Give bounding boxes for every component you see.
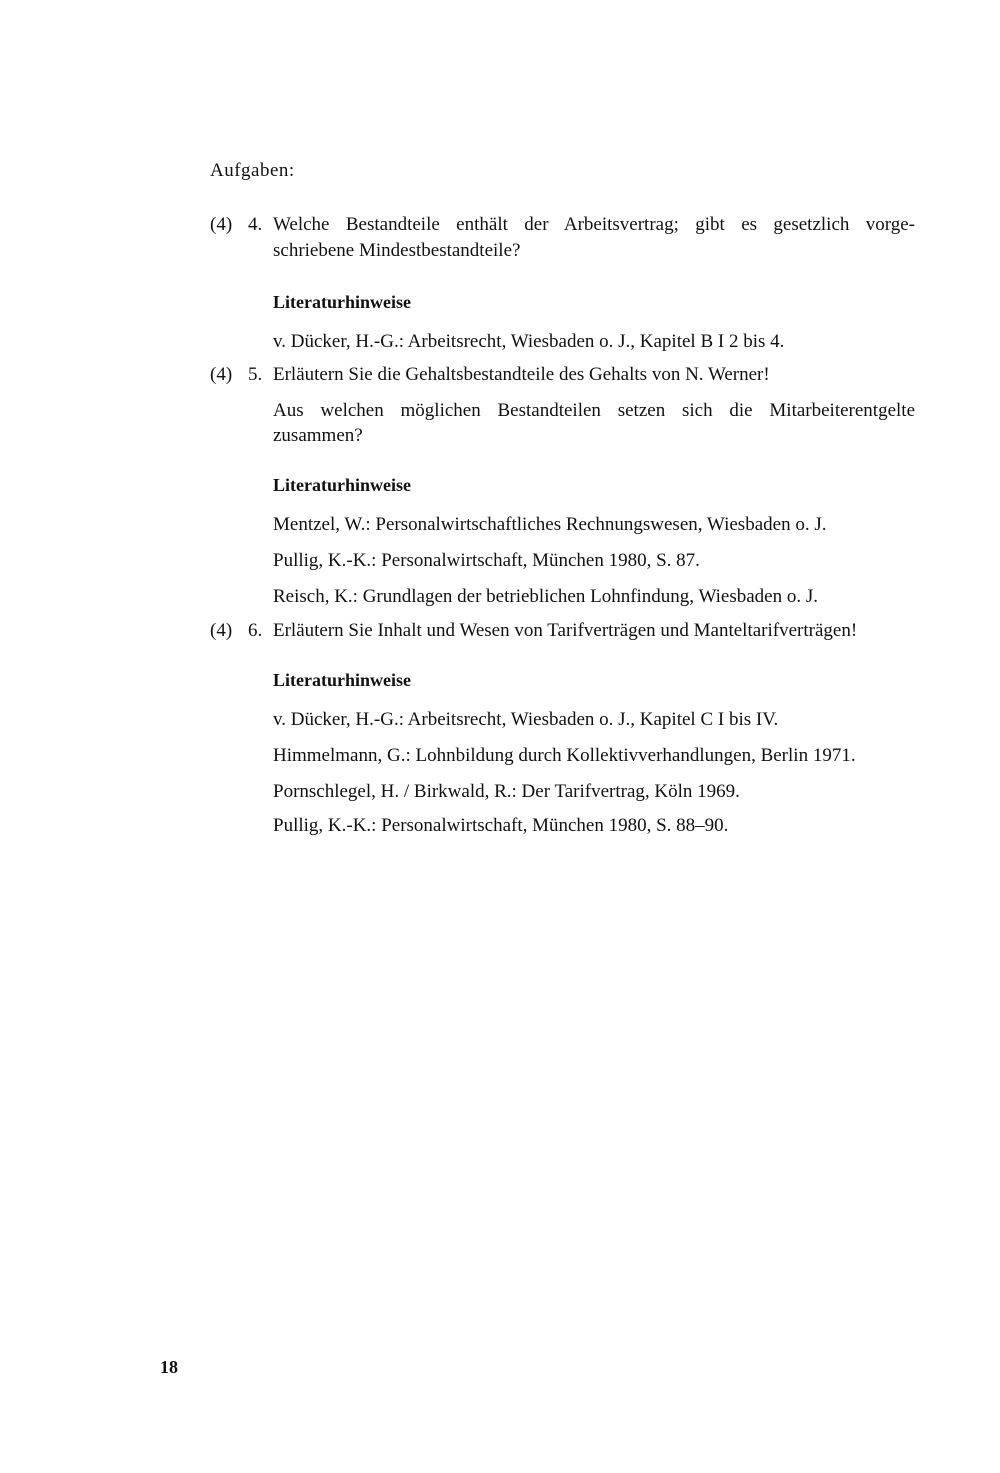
task-5-number: 5. [248, 364, 263, 385]
task-4-question-line-2: schriebene Mindestbestandteile? [273, 240, 521, 261]
page-heading: Aufgaben: [210, 160, 295, 181]
task-6-literature-heading: Literaturhinweise [273, 670, 411, 690]
task-5-points: (4) [210, 364, 233, 385]
task-5-question-2-line-1: Aus welchen möglichen Bestandteilen setzen sich die Mitarbeiterentgelte [273, 400, 915, 421]
task-6-points: (4) [210, 620, 233, 641]
task-4-literature-heading: Literaturhinweise [273, 292, 411, 312]
task-4-reference: v. Dücker, H.-G.: Arbeitsrecht, Wiesbaden o. J., Kapitel B I 2 bis 4. [273, 331, 785, 352]
task-5-reference-1: Mentzel, W.: Personalwirtschaftliches Rechnungswesen, Wiesbaden o. J. [273, 514, 827, 535]
task-6-reference-4: Pullig, K.-K.: Personalwirtschaft, München 1980, S. 88–90. [273, 815, 729, 836]
task-5-reference-2: Pullig, K.-K.: Personalwirtschaft, München 1980, S. 87. [273, 550, 700, 571]
task-6-reference-2: Himmelmann, G.: Lohnbildung durch Kollektivverhandlungen, Berlin 1971. [273, 745, 856, 766]
task-4-question-line-1: Welche Bestandteile enthält der Arbeitsvertrag; gibt es gesetzlich vorge- [273, 214, 915, 235]
task-6-number: 6. [248, 620, 263, 641]
task-6-question: Erläutern Sie Inhalt und Wesen von Tarifverträgen und Manteltarifverträgen! [273, 620, 858, 641]
task-6-reference-3: Pornschlegel, H. / Birkwald, R.: Der Tarifvertrag, Köln 1969. [273, 781, 740, 802]
task-5-literature-heading: Literaturhinweise [273, 475, 411, 495]
page-number: 18 [160, 1357, 178, 1377]
task-5-question-2-line-2: zusammen? [273, 425, 363, 446]
task-5-question-1: Erläutern Sie die Gehaltsbestandteile des Gehalts von N. Werner! [273, 364, 770, 385]
task-4-points: (4) [210, 214, 233, 235]
task-5-reference-3: Reisch, K.: Grundlagen der betrieblichen Lohnfindung, Wiesbaden o. J. [273, 586, 818, 607]
task-6-reference-1: v. Dücker, H.-G.: Arbeitsrecht, Wiesbaden o. J., Kapitel C I bis IV. [273, 709, 779, 730]
task-4-number: 4. [248, 214, 263, 235]
